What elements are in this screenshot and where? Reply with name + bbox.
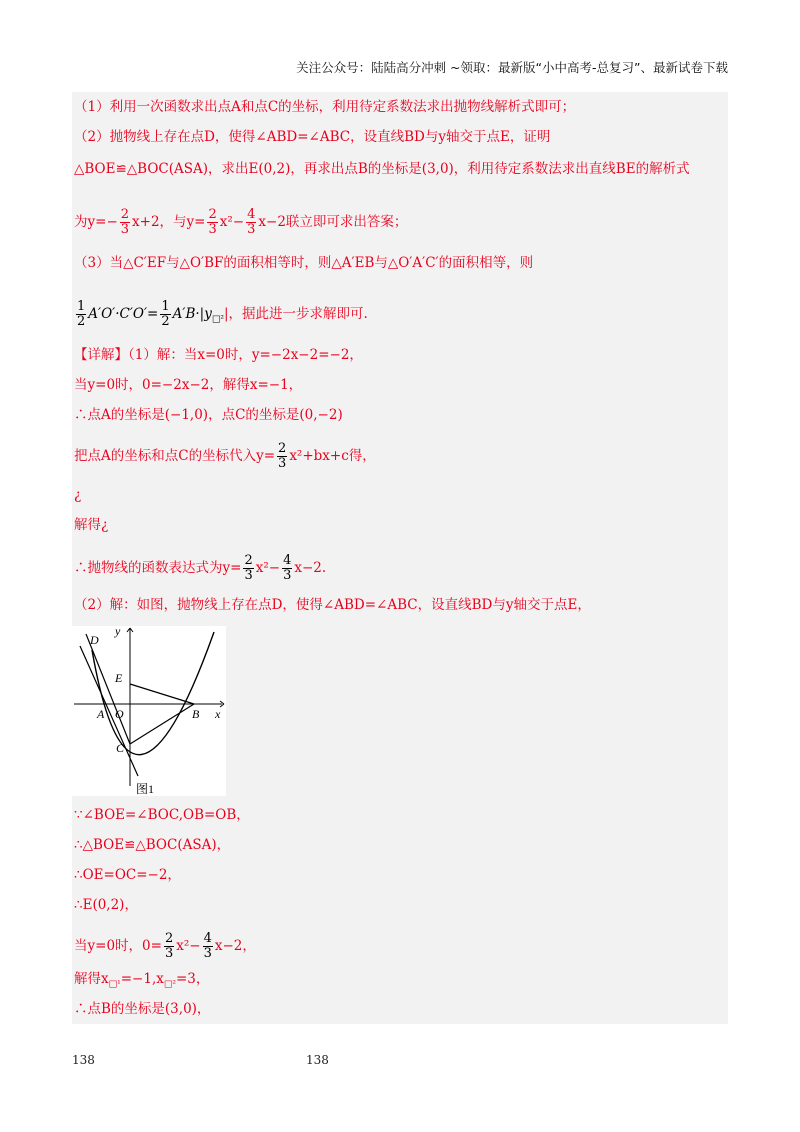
fraction-two-thirds [164,932,174,961]
fraction-two-thirds [120,208,130,237]
frac-den: 3 [247,222,256,237]
frac-num: 4 [203,931,212,946]
l20-part-a: 解得x [74,971,109,987]
line-bd [80,646,138,776]
label-x: x [215,707,221,721]
l7-text: （1）解：当x=0时，y=−2x−2=−2， [128,347,363,363]
fraction-two-thirds [207,208,217,237]
solution-line-12: ∴E(0,2)， [74,897,138,913]
line-eb [130,684,194,704]
solution-line-11: ∴OE=OC=−2， [74,867,181,883]
fraction-one-half [76,300,86,329]
detail-tag: 【详解】 [74,347,128,363]
l19-part-b: x²− [176,938,201,954]
label-C: C [116,741,125,755]
analysis-line-3: △BOE≌△BOC(ASA)，求出E(0,2)，再求出点B的坐标是(3,0)，利用待定系数法求出直线BE的解析式 [74,161,690,177]
frac-num: 2 [164,931,174,946]
figure-svg [72,626,226,796]
analysis-line-2: （2）抛物线上存在点D，使得∠ABD=∠ABC，设直线BD与y轴交于点E，证明 [74,129,551,145]
solution-line-3: ∴点A的坐标是(−1,0)，点C的坐标是(0,−2) [74,407,343,423]
l13-part-c: x−2. [294,560,327,576]
l19-part-a: 当y=0时，0= [74,938,162,954]
analysis-line-4 [74,208,407,237]
l19-part-c: x−2， [214,938,256,954]
l4-part-b: x+2，与y= [132,214,206,230]
fraction-four-thirds [282,554,292,583]
frac-num: 2 [208,207,217,222]
frac-den: 2 [77,314,86,329]
frac-num: 2 [278,441,287,456]
page-number-center: 138 [306,1053,329,1067]
l10-part-a: 把点A的坐标和点C的坐标代入y= [74,448,276,464]
fraction-two-thirds [277,442,287,471]
analysis-line-1: （1）利用一次函数求出点A和点C的坐标，利用待定系数法求出抛物线解析式即可； [74,99,576,115]
solution-line-1 [74,346,363,364]
solution-line-4 [74,442,376,471]
l13-part-b: x²− [255,560,281,576]
analysis-line-6 [74,300,368,329]
solution-line-7 [74,554,326,583]
frac-num: 1 [161,299,170,314]
label-O: O [115,707,124,721]
frac-den: 3 [120,222,130,237]
l6-part-a: A′O′·C′O′= [88,306,159,322]
frac-den: 3 [244,568,253,583]
solution-line-8: （2）解：如图，抛物线上存在点D，使得∠ABD=∠ABC，设直线BD与y轴交于点E， [74,597,591,613]
fraction-four-thirds [246,208,256,237]
solution-line-5: ¿ [74,487,82,503]
analysis-line-5: （3）当△C′EF与△O′BF的面积相等时，则△A′EB与△O′A′C′的面积相等，则 [74,255,534,271]
l10-part-b: x²+bx+c得， [289,448,376,464]
solution-line-6: 解得¿ [74,517,109,533]
parabola-figure [72,626,226,796]
frac-den: 3 [283,568,292,583]
l13-part-a: ∴抛物线的函数表达式为y= [74,560,242,576]
frac-den: 3 [203,946,212,961]
figure-caption: 图1 [136,782,155,796]
l20-subscript-1: □¹ [108,979,121,990]
page-header: 关注公众号：陆陆高分冲刺 ~领取：最新版“小中高考-总复习”、最新试卷下载 [296,60,728,75]
label-A: A [97,707,105,721]
solution-line-13 [74,932,256,961]
label-D: D [90,633,99,647]
solution-line-2: 当y=0时，0=−2x−2，解得x=−1， [74,377,303,393]
label-B: B [192,707,200,721]
solution-line-15: ∴点B的坐标是(3,0)， [74,1001,211,1017]
label-y: y [115,626,121,638]
l4-part-d: x−2联立即可求出答案； [258,214,408,230]
frac-den: 3 [278,456,287,471]
solution-line-10: ∴△BOE≌△BOC(ASA)， [74,837,231,853]
l6-part-c: |，据此进一步求解即可. [223,306,368,322]
solution-line-14 [74,970,209,994]
l20-subscript-2: □² [163,979,176,990]
l6-subscript: □² [211,314,224,325]
l6-part-b: A′B·|y [172,306,212,322]
frac-num: 1 [77,299,86,314]
line-ac [86,634,130,744]
page-number-left: 138 [72,1053,95,1067]
content-area [72,92,728,1024]
l4-part-c: x²− [219,214,245,230]
l4-part-a: 为y=− [74,214,118,230]
l20-part-b: =−1,x [120,971,164,987]
fraction-four-thirds [203,932,213,961]
frac-num: 2 [244,553,253,568]
line-cb [130,704,194,744]
frac-den: 2 [161,314,170,329]
frac-num: 4 [283,553,292,568]
label-E: E [115,671,123,685]
frac-num: 2 [120,207,130,222]
frac-den: 3 [208,222,217,237]
fraction-one-half [160,300,170,329]
frac-den: 3 [164,946,174,961]
fraction-two-thirds [243,554,253,583]
frac-num: 4 [247,207,256,222]
solution-line-9: ∵∠BOE=∠BOC,OB=OB， [74,807,250,823]
l20-part-c: =3， [176,971,210,987]
